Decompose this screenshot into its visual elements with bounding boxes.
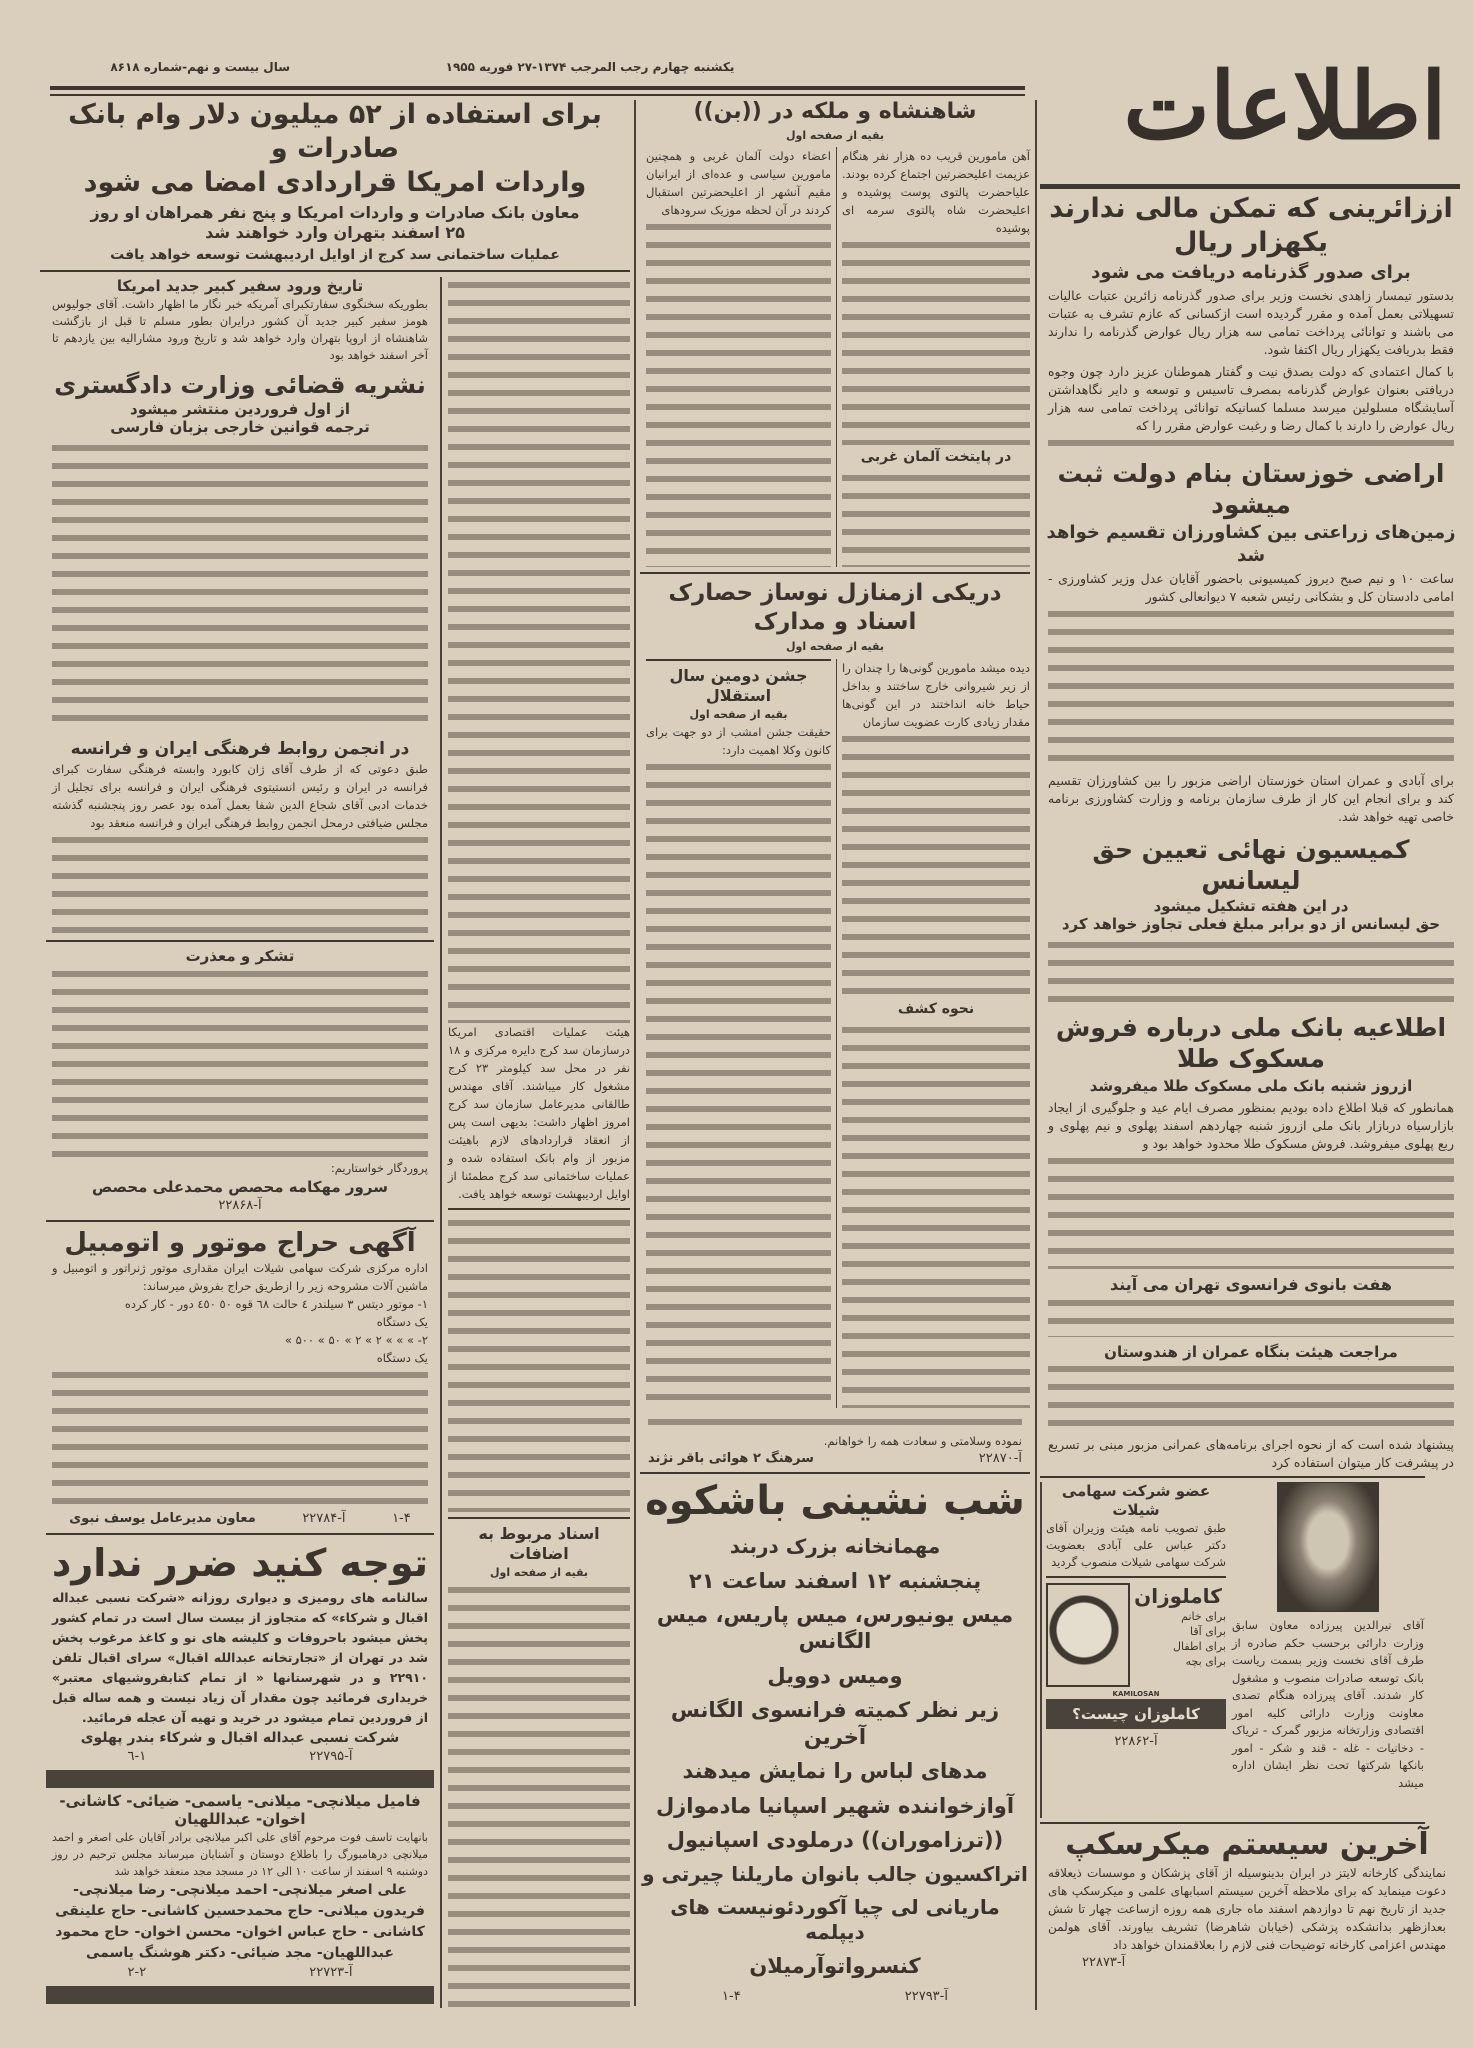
body-text: بطوریکه سخنگوی سفارتکبرای آمریکه خبر نگار ما اظهار داشت. آقای جولیوس هومز سفیر کبیر جدید آن کشور درایران بطور مسلم تا قبل از بازگشت شاهنشاه از اروپا بتهران وارد خواهد شد و تاریخ ورود مشارالیه بین یازدهم تا آخر اسفند خواهد بود — [52, 296, 428, 362]
article-bonn — [640, 147, 1030, 567]
ad-signature: شرکت نسبی عبداله اقبال و شرکاء بندر پهلوی — [80, 1729, 400, 1746]
obituary-families: فامیل میلانچی- میلانی- یاسمی- ضیائی- کاشانی- اخوان- عبداللهیان — [59, 1791, 421, 1829]
auction-item-qty: یک دستگاه — [376, 1351, 428, 1366]
ad-code: آ-۲۲۷۸۴ — [302, 1511, 346, 1526]
subheadline: از اول فروردین منتشر میشود — [130, 399, 350, 418]
code-row — [46, 1748, 434, 1766]
header-rule — [50, 86, 1025, 90]
ad-code: آ-۲۲۸۷۰ — [978, 1451, 1022, 1466]
ad-line: آوازخواننده شهیر اسپانیا مادموازل — [655, 1793, 1015, 1818]
subheadline: ۲۵ اسفند بتهران وارد خواهند شد — [205, 223, 465, 243]
obituary-names: علی اصغر میلانچی- احمد میلانچی- رضا میلانچی- فریدون میلانی- حاج محمدحسین کاشانی- حاج علینقی کاشانی - حاج عباس اخوان- محسن اخوان- حاج محمود عبداللهیان- مجد ضیائی- دکتر هوشنگ یاسمی — [55, 1882, 425, 1961]
body-text: طبق دعوتی که از طرف آقای ژان کابورد وابسته فرهنگی سفارت کبرای فرانسه در ایران و رئیس انستیتوی فرهنگی ایران و فرانسه برای تجلیل از خدمات ادبی آقای شجاع الدین شفا بعمل آمده بود عصر روز پنجشنبه گذشته مجلس ضیافتی درمحل انجمن روابط فرهنگی ایران و فرانسه منعقد بود — [52, 762, 428, 831]
ad-line: مدهای لباس را نمایش میدهند — [682, 1759, 988, 1784]
section-rule — [46, 1533, 434, 1535]
code-row — [46, 1964, 434, 1982]
auction-item-qty: یک دستگاه — [376, 1315, 428, 1330]
body-text-lines — [646, 219, 831, 567]
section-rule — [646, 659, 831, 661]
right-column — [1042, 192, 1460, 1472]
headline: برای استفاده از ۵۲ میلیون دلار وام بانک صادرات و — [68, 99, 602, 164]
party-ad — [640, 1476, 1030, 2006]
subheadline: حق لیسانس از دو برابر مبلغ فعلی تجاوز خواهد کرد — [1061, 915, 1441, 934]
continued-label: بقیه از صفحه اول — [489, 1565, 589, 1579]
ad-code: آ-۲۲۷۹۳ — [904, 1988, 948, 2004]
ad-run-count: ۲-۲ — [127, 1965, 147, 1980]
subheadline: برای صدور گذرنامه دریافت می شود — [1091, 261, 1411, 283]
ad-headline: توجه کنید ضرر ندارد — [51, 1541, 429, 1585]
continued-label: بقیه از صفحه اول — [689, 707, 788, 721]
subheadline: معاون بانک صادرات و واردات امریکا و پنج نفر همراهان او روز — [90, 203, 580, 223]
ad-text: برای خانم — [1181, 1609, 1226, 1623]
section-rule — [46, 1220, 434, 1222]
signature: معاون مدیرعامل یوسف نبوی — [69, 1511, 256, 1526]
ad-line: ومیس دوویل — [767, 1663, 903, 1688]
ad-headline: شب نشینی باشکوه — [645, 1478, 1025, 1524]
body-text-lines — [52, 966, 428, 1159]
photo-caption: آقای نیرالدین پیرزاده معاون سابق وزارت دارائی برحسب حکم صادره از طرف آقای نخست وزیر بسمت ریاست بانک توسعه صادرات منصوب و مشغول کار شدند. آقای پیرزاده هنگام تصدی معاونت وزارت دارائی کلیه امور اقتصادی وزارتخانه مزبور گمرک - تریاک - دخانیات - غله - قند و شکر - امور بانکها شرکتها تحت نظر ایشان اداره میشد — [1232, 1618, 1424, 1790]
subheadline: زمین‌های زراعتی بین کشاورزان تقسیم خواهد شد — [1046, 522, 1456, 566]
body-text: نموده وسلامتی و سعادت همه را خواهانم. — [823, 1434, 1022, 1448]
kamilosan-ad — [1046, 1583, 1226, 1751]
body-text: ساعت ۱۰ و نیم صبح دیروز کمیسیونی باحضور آقایان عدل وزیر کشاورزی - امامی دادستان کل و بشکانی رئیس شعبه ۷ دیوانعالی کشور — [1048, 571, 1454, 605]
ad-body: سالنامه های رومیزی و دیواری روزانه «شرکت نسبی عبداله اقبال و شرکاء» که متجاوز از بیست سال است در تمام کشور پخش میشود باحروفات و کلیشه های نو و کاغذ مرغوب پخش شد در تهران از «تجارتخانه عبدالله اقبال» سرای اقبال تلفن ۲۲۹۱۰ و در شهرستانها « از تمام کتابفروشیهای معتبر» خریداری فرمائید چون مقدار آن زیاد نیست و همه ساله قبل از فروردین تمام میشود در خرید و تهیه آن عجله فرمائید. — [52, 1589, 428, 1725]
headline: مراجعت هیئت بنگاه عمران از هندوستان — [1104, 1342, 1398, 1361]
masthead-logo: اطلاعات — [1123, 52, 1447, 160]
article-microscope — [1042, 1826, 1452, 2041]
ad-brand: کاملوزان — [1134, 1583, 1222, 1608]
body-text: نمایندگی کارخانه لایتز در ایران بدینوسیله از آقای پزشکان و موسسات ذیعلاقه دعوت مینماید که برای ملاحظه آخرین سیستم اسبابهای علمی و میکرسکپ های جدید از تاریخ نهم تا دوازدهم اسفند ماه جاری همه روزه ازساعت چهار تا شش بعدازظهر بدانشکده پزشکی (خیابان شاهرضا) تشریف بیاورند. آقای هولمن مهندس اعزامی کارخانه توضیحات فنی لازم را بعلاقمندان خواهد داد — [1048, 1865, 1446, 1952]
body-text-lines — [842, 237, 1030, 444]
body-text: با کمال اعتمادی که دولت بصدق نیت و گفتار هموطنان عزیز دارد چون وجوه دریافتی بعنوان عوارض گذرنامه بمصرف تاسیس و توسعه و دایر نگاهداشتن آسایشگاه مسلولین میرسد مسلما کسانیکه توانائی پرداخت تمامی سه هزار ریال عوارض را دارند با کمال رضا و رغبت عوارض مقرر را که — [1048, 364, 1454, 433]
body-text-lines — [1048, 1295, 1454, 1337]
headline: جشن دومین سال استقلال — [669, 665, 808, 705]
subheadline: در پایتخت آلمان غربی — [860, 448, 1012, 465]
code-row — [46, 1510, 434, 1528]
notice-bagher-nejand — [640, 1414, 1030, 1468]
body-text-lines — [448, 1582, 630, 2009]
signature: سرهنگ ۲ هوائی باقر نژند — [648, 1451, 814, 1466]
headline: اراضی خوزستان بنام دولت ثبت میشود — [1057, 458, 1445, 519]
body-text: آهن مامورین قریب ده هزار نفر هنگام عزیمت اعلیحضرتین اجتماع کرده بودند. علیاحضرت پالتوی پوست پوشیده و اعلیحضرت شاه پالتوی سرمه ای پوشیده — [842, 149, 1030, 236]
headline: اسناد مربوط به اضافات — [478, 1523, 600, 1563]
body-text-lines — [52, 832, 428, 935]
ad-line: زیر نظر کمیته فرانسوی الگانس آخرین — [670, 1698, 1000, 1749]
ad-run-count: ۱-۴ — [392, 1511, 411, 1526]
body-text-lines — [1048, 1153, 1454, 1269]
section-rule — [40, 270, 630, 272]
body-text-lines — [1048, 1361, 1454, 1436]
article-esteghlal — [646, 659, 836, 1409]
ad-run-count: ۱-۴ — [722, 1988, 741, 2004]
code-row — [1042, 1954, 1452, 1972]
headline: در انجمن روابط فرهنگی ایران و فرانسه — [70, 738, 410, 759]
ad-text: برای بچه — [1185, 1654, 1226, 1668]
ad-line: ((ترزاموران)) درملودی اسپانیول — [666, 1828, 1004, 1853]
ad-line: میس یونیورس، میس پاریس، میس الگانس — [656, 1603, 1014, 1654]
body-text-lines — [52, 440, 428, 733]
masthead-rule — [1040, 184, 1460, 189]
calendar-ad — [46, 1540, 434, 1766]
body-text: پروردگار خواستاریم: — [330, 1160, 428, 1175]
right-lower-subcolumn — [1040, 1482, 1226, 1818]
left-columns — [40, 277, 630, 2008]
smiling-face-illustration — [1046, 1583, 1130, 1687]
article-loan-headlines — [40, 98, 630, 265]
signature: سرور مهکامه محصص محمدعلی محصص — [92, 1177, 388, 1196]
obituary-notice — [46, 1792, 434, 1983]
ad-tagline: کاملوزان چیست؟ — [1046, 1699, 1226, 1729]
ad-text: برای آقا — [1190, 1624, 1226, 1638]
body-text-lines — [448, 1215, 630, 1512]
ad-code: آ-۲۲۸۶۸ — [218, 1197, 262, 1213]
ad-text: برای اطفال — [1172, 1639, 1226, 1653]
code-row — [640, 1988, 1030, 2006]
middle-column — [640, 98, 1030, 1468]
body-text: همانطور که قبلا اطلاع داده بودیم بمنظور مصرف ایام عید و جلوگیری از ایجاد بازارسیاه دربازار بانک ملی ازروز شنبه چهاردهم اسفند پهلوی و نیم پهلوی و ربع پهلوی میفروشد. فروش مسکوک طلا محدود خواهد بود و — [1048, 1099, 1454, 1151]
body-text: پیشنهاد شده است که از نحوه اجرای برنامه‌های عمرانی مزبور مبنی بر تسریع در پیشرفت کار میتوان استفاده کرد — [1048, 1437, 1454, 1470]
body-text: اداره مرکزی شرکت سهامی شیلات ایران مقداری موتور ژنراتور و اتومبیل و ماشین آلات مشروحه زیر را ازطریق حراج بفروش میرساند: — [52, 1261, 428, 1294]
body-text-lines — [842, 1022, 1030, 1408]
headline: واردات امریکا قراردادی امضا می شود — [83, 166, 587, 198]
subheadline: عملیات ساختمانی سد کرج از اوایل اردیبهشت توسعه خواهد یافت — [110, 247, 560, 264]
black-border-bar — [46, 1770, 434, 1788]
auction-item: ۱- موتور دیتس ۳ سیلندر ٤ حالت ٦٨ قوه ٥٠ ٤٥٠ دور - کار کرده — [124, 1297, 428, 1312]
black-border-bar — [46, 1986, 434, 2004]
body-text-lines — [1048, 435, 1454, 452]
ad-run-count: ۱-٦ — [127, 1748, 147, 1764]
left-half — [40, 98, 630, 2008]
section-rule — [1040, 1822, 1425, 1824]
headline: هفت بانوی فرانسوی تهران می آیند — [1109, 1275, 1393, 1295]
column-divider — [1035, 100, 1037, 2010]
ad-code: آ-۲۲۸۶۲ — [1114, 1733, 1158, 1749]
body-text-lines — [52, 1367, 428, 1510]
article-shilat — [1046, 1482, 1226, 1571]
headline: نشریه قضائی وزارت دادگستری — [54, 370, 426, 399]
issue-date: یکشنبه چهارم رجب المرجب ۱۳۷۴-۲۷ فوریه ۱۹۵۵ — [445, 60, 735, 74]
headline: تشکر و معذرت — [185, 947, 295, 965]
subheadline: ترجمه قوانین خارجی بزبان فارسی — [110, 418, 370, 437]
body-text-lines — [1048, 937, 1454, 1003]
portrait-photo — [1277, 1482, 1379, 1612]
body-text: بدستور تیمسار زاهدی نخست وزیر برای صدور گذرنامه زائرین عتبات عالیات تسهیلاتی بعمل آمده و مقرر گردیده است ازکسانی که عازم تشرف به عتبات می باشند و توانائی پرداخت تمامی سه هزار ریال عوارض گذرنامه را ندارند فقط بدریافت یکهزار ریال اکتفا شود. — [1048, 288, 1454, 357]
headline: آخرین سیستم میکرسکپ — [1065, 1827, 1429, 1862]
ad-line: کنسرواتوآرمیلان — [749, 1954, 921, 1979]
ad-code: آ-۲۲۸۷۳ — [1082, 1954, 1126, 1970]
ad-code: آ-۲۲۷۹۵ — [309, 1748, 353, 1764]
left-column-a — [46, 277, 440, 2008]
section-rule — [448, 1208, 630, 1210]
auction-item: ۲- » » » ۲ » ۲ » ۵۰ » ۵۰۰ » — [284, 1333, 428, 1348]
subheadline: نحوه کشف — [897, 1000, 975, 1017]
section-rule — [640, 572, 1030, 574]
section-rule — [1046, 1576, 1226, 1578]
section-rule — [46, 940, 434, 942]
headline: اطلاعیه بانک ملی درباره فروش مسکوک طلا — [1055, 1012, 1447, 1073]
obituary-body: بانهایت تاسف فوت مرحوم آقای علی اکبر میلانچی برادر آقایان علی اصغر و احمد میلانچی درهامبورگ را باطلاع دوستان و آشنایان میرساند مجلس ترحیم در روز دوشنبه ۹ اسفند از ساعت ۱۰ الی ۱۲ در مسجد مجد منعقد خواهد شد — [52, 1831, 428, 1878]
body-text-lines — [448, 277, 630, 1024]
headline: دریکی ازمنازل نوساز حصارک اسناد و مدارک — [668, 580, 1002, 635]
issue-volume: سال بیست و نهم-شماره ۸۶۱۸ — [110, 60, 290, 74]
column-divider — [634, 100, 636, 2006]
code-row — [648, 1450, 1022, 1468]
right-lower-subcolumn — [1232, 1482, 1424, 1818]
ad-latin-brand: KAMILOSAN — [1112, 1689, 1160, 1698]
section-rule — [1040, 1476, 1425, 1478]
headline: شاهنشاه و ملکه در ((بن)) — [693, 99, 977, 124]
header-rule — [50, 94, 1025, 96]
subheadline: ازروز شنبه بانک ملی مسکوک طلا میفروشد — [1089, 1077, 1413, 1096]
article-loan-column — [440, 277, 630, 2008]
body-text-lines — [842, 470, 1030, 567]
body-text: حقیقت جشن امشب از دو جهت برای کانون وکلا اهمیت دارد: — [646, 725, 831, 758]
headline: اززائرینی که تمکن مالی ندارند یکهزار ریال — [1049, 193, 1453, 258]
headline: آگهی حراج موتور و اتومبیل — [64, 1227, 416, 1258]
continued-label: بقیه از صفحه اول — [785, 639, 885, 653]
headline: کمیسیون نهائی تعیین حق لیسانس — [1092, 835, 1410, 896]
subheadline: در این هفته تشکیل میشود — [1153, 896, 1349, 915]
body-text-lines — [842, 731, 1030, 997]
section-rule — [640, 1472, 1030, 1474]
body-text: برای آبادی و عمران استان خوزستان اراضی مزبور را بین کشاورزان تقسیم کند و برای انجام این کار از طرف سازمان برنامه و وزارت کشاورزی برنامه خاصی تهیه خواهد شد. — [1048, 773, 1454, 825]
headline: عضو شرکت سهامی شیلات — [1061, 1482, 1211, 1519]
ad-line: ماریانی لی چیا آکوردئونیست های دیپلمه — [670, 1895, 1000, 1945]
body-text-lines — [1048, 606, 1454, 772]
ad-line: مهمانخانه بزرک دربند — [729, 1534, 941, 1559]
body-text: هیئت عملیات اقتصادی امریکا درسازمان سد کرج دایره مرکزی و ۱۸ نفر در محل سد کیلومتر ۲۳ کرج مشغول کار میباشند. آقای مهندس طالقانی مدیرعامل سازمان سد کرج امروز اظهار داشت: بدیهی است پس از انعقاد قراردادهای لازم باهیئت مزبور از وام بانک استفاده شده و عملیات ساختمانی سد کرج مطمئنا از اوایل اردیبهشت توسعه خواهد یافت. — [448, 1025, 631, 1202]
article-hesarak — [640, 659, 1030, 1409]
body-text: اعضاء دولت آلمان غربی و همچنین مامورین سیاسی و عده‌ای از ایرانیان مقیم آنشهر از اعلیحضرتین استقبال کردند در آن لحظه موزیک سرودهای — [646, 149, 831, 218]
body-text-lines — [646, 759, 831, 1408]
ad-line: اتراکسیون جالب بانوان ماریلنا چیرتی و — [642, 1861, 1028, 1886]
continued-label: بقیه از صفحه اول — [785, 128, 885, 142]
body-text: دیده میشد مامورین گونی‌ها را چندان را از زیر شیروانی خارج ساختند و بداخل حیاط خانه انداختند در این گونی‌ها مقدار زیادی کارت عضویت سازمان — [842, 660, 1030, 729]
body-text: طبق تصویب نامه هیئت وزیران آقای دکتر عباس علی آبادی بعضویت شرکت سهامی شیلات منصوب گردید — [1046, 1520, 1226, 1569]
section-rule — [448, 1517, 630, 1519]
body-text-lines — [648, 1414, 1022, 1432]
ad-code: آ-۲۲۷۲۳ — [309, 1965, 353, 1980]
headline: تاریخ ورود سفیر کبیر جدید امریکا — [116, 276, 364, 295]
ad-line: پنجشنبه ۱۲ اسفند ساعت ۲۱ — [688, 1568, 982, 1593]
